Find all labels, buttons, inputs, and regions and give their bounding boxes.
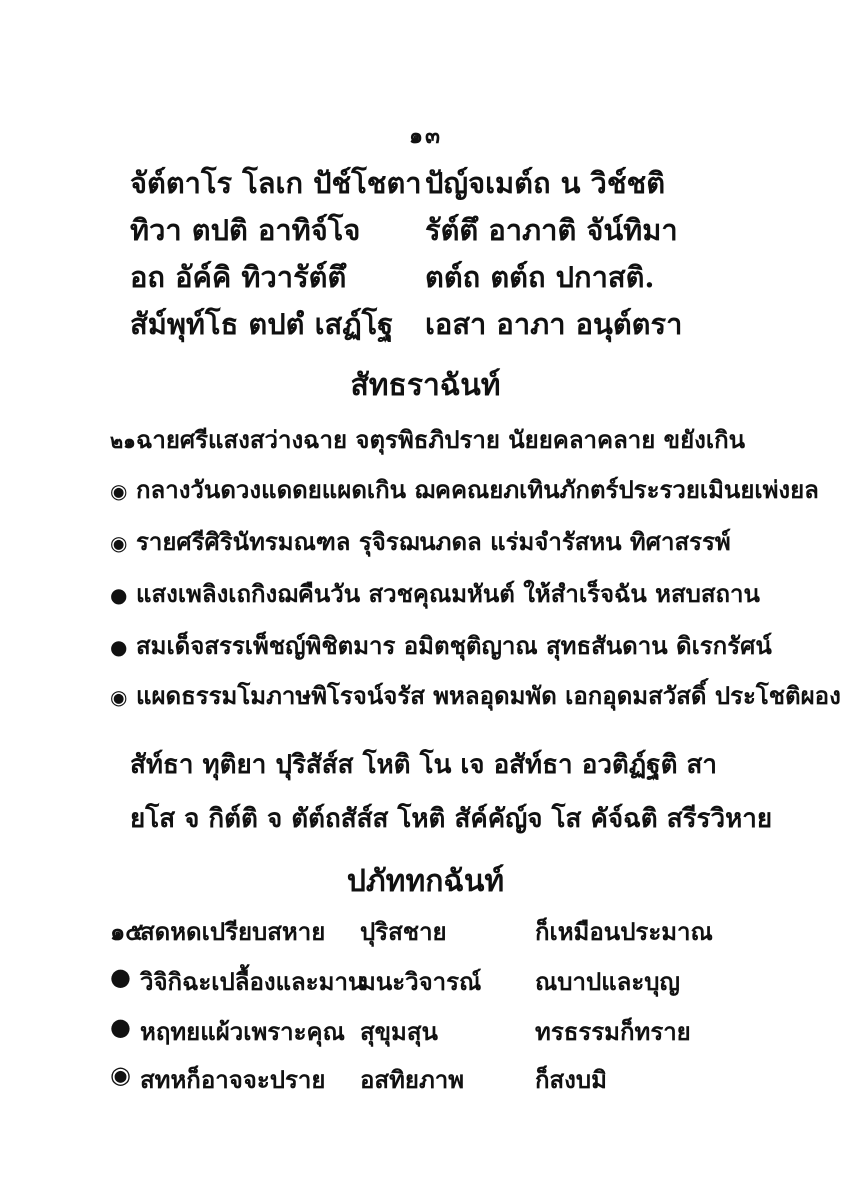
poem-2-col-3: ก็สงบมิ — [535, 1065, 607, 1094]
section-heading-sattharachan: สัทธราฉันท์ — [350, 368, 501, 403]
poem-2-col-1: สทหก็อาจจะปราย — [140, 1065, 326, 1094]
poem-2-col-3: ณบาปและบุญ — [535, 967, 680, 996]
stanza-marker: ● — [110, 1012, 131, 1041]
stanza-marker: ◉ — [110, 1060, 131, 1089]
poem-1-line — [110, 626, 772, 665]
section-heading-paphatthakachan: ปภัททกฉันท์ — [346, 864, 505, 899]
poem-1-text: รายศรีศิรินัทรมณฑล รุจิรฌนภดล แร่มจำรัสหน ทิศาสรรพ์ — [136, 527, 731, 556]
stanza-marker: ๑๕ — [110, 917, 144, 946]
poem-1-text: กลางวันดวงแดดยแผดเกิน ฌคคณยภเทินภักตร์ประรวยเมินยเพ่งยล — [136, 475, 819, 504]
pali-verse-1-line-4a: สัม์พุท์โธ ตปตํ เสฏ์โฐ — [130, 307, 394, 341]
poem-2-col-2: สุขุมสุน — [360, 1017, 438, 1046]
stanza-marker: ◉ — [110, 531, 128, 555]
poem-2-col-1: หฤทยแผ้วเพราะคุณ — [140, 1017, 345, 1046]
stanza-marker: ◉ — [110, 685, 128, 709]
pali-verse-1-line-4b: เอสา อาภา อนุต์ตรา — [425, 307, 683, 341]
pali-verse-1-line-3a: อถ อัค์คิ ทิวารัต์ตึ — [130, 260, 347, 294]
poem-2-row — [110, 912, 750, 944]
poem-1-text: แผดธรรมโมภาษพิโรจน์จรัส พหลอุดมพัด เอกอุดมสวัสดิ์ ประโชติผอง — [136, 681, 841, 710]
poem-2-row — [110, 1060, 750, 1092]
pali-verse-1-line-1b: ปัญ์จเมต์ถ น วิช์ชติ — [425, 166, 666, 200]
poem-1-text: แสงเพลิงเถกิงฌคืนวัน สวชคุณมหันต์ ให้สำเร็จฉัน หสบสถาน — [136, 579, 760, 608]
poem-1-line — [110, 574, 760, 613]
pali-verse-1-line-3b: ตต์ถ ตต์ถ ปกาสติ. — [425, 260, 655, 294]
poem-2-col-2: อสทิยภาพ — [360, 1065, 465, 1094]
stanza-marker: ● — [110, 962, 131, 991]
poem-2-col-3: ก็เหมือนประมาณ — [535, 917, 713, 946]
stanza-marker: ● — [110, 583, 128, 607]
poem-2-row — [110, 962, 750, 994]
poem-2-row — [110, 1012, 750, 1044]
pali-verse-2-line-2: ยโส จ กิต์ติ จ ตัต์ถสัส์ส โหติ สัค์คัญ์จ โส คัจ์ฉติ สรีรวิหาย — [130, 804, 773, 834]
pali-verse-1-line-1a: จัต์ตาโร โลเก ปัช์โชตา — [130, 166, 422, 200]
poem-1-text: สมเด็จสรรเพ็ชญ์พิชิตมาร อมิตชุติญาณ สุทธสันดาน ดิเรกรัศน์ — [136, 631, 772, 660]
pali-verse-2-line-1: สัท์ธา ทุติยา ปุริสัส์ส โหติ โน เจ อสัท์ธา อวติฏ์ฐติ สา — [130, 750, 718, 780]
stanza-marker: ◉ — [110, 479, 128, 503]
poem-2-col-1: สดหดเปรียบสหาย — [140, 917, 326, 946]
poem-1-line — [110, 420, 745, 459]
poem-2-col-1: วิจิกิฉะเปลื้องและมาน — [140, 967, 365, 996]
page-number: ๑๓ — [408, 123, 442, 149]
poem-1-line — [110, 522, 731, 561]
poem-2-col-3: ทรธรรมก็ทราย — [535, 1017, 691, 1046]
pali-verse-1-line-2a: ทิวา ตปติ อาทิจ์โจ — [130, 213, 361, 247]
stanza-marker: ● — [110, 635, 128, 659]
poem-1-line — [110, 470, 819, 509]
poem-2-col-2: ปุริสชาย — [360, 917, 447, 946]
poem-2-col-2: มนะวิจารณ์ — [360, 967, 482, 996]
pali-verse-1-line-2b: รัต์ตึ อาภาติ จัน์ทิมา — [425, 213, 678, 247]
stanza-marker: ๒๑ — [110, 429, 136, 453]
poem-1-text: ฉายศรีแสงสว่างฉาย จตุรพิธภิปราย นัยยคลาคลาย ขยังเกิน — [136, 425, 746, 454]
poem-1-line — [110, 676, 841, 715]
